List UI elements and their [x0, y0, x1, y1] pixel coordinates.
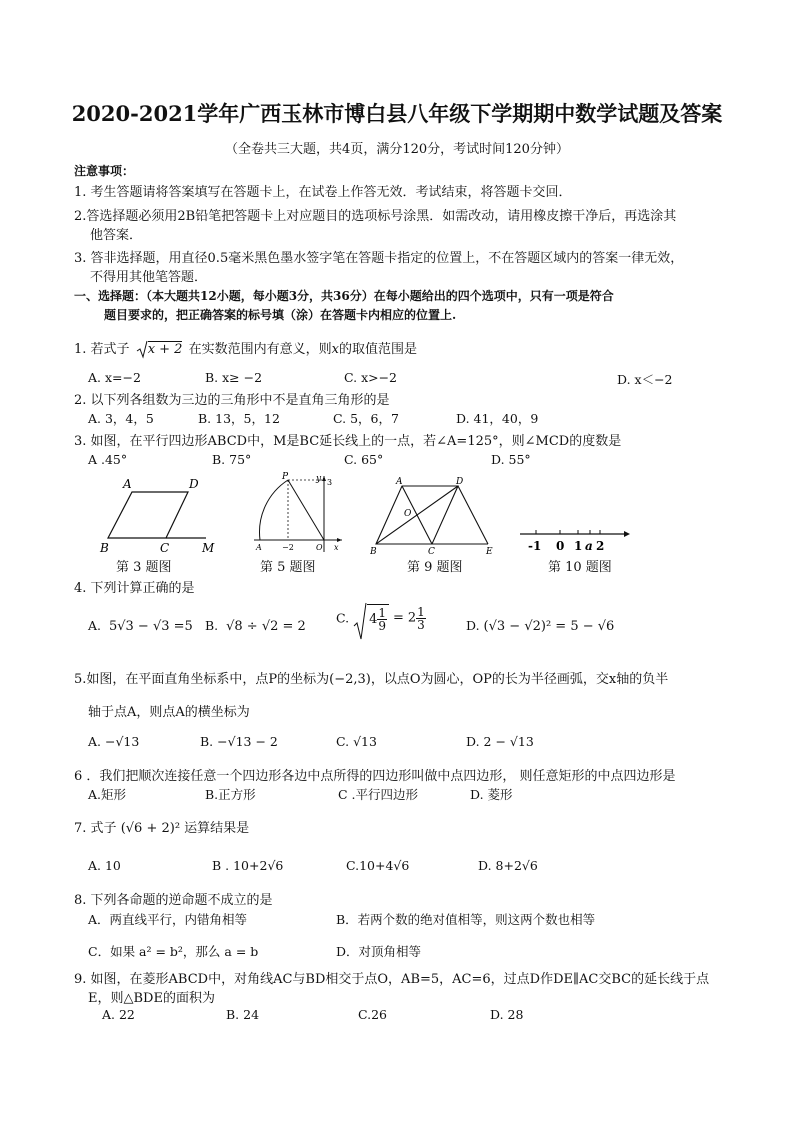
section-1-heading: 一、选择题：（本大题共12小题，每小题3分，共36分）在每小题给出的四个选项中，只有一项是符合	[74, 289, 614, 303]
fig9-label-d: D	[456, 477, 464, 487]
q5-stem-line1: 5.如图，在平面直角坐标系中，点P的坐标为(−2,3)，以点O为圆心，OP的长为半径画弧，交x轴的负半	[74, 672, 669, 687]
q3-option-d: D. 55°	[491, 452, 531, 467]
q9-option-d: D. 28	[490, 1007, 524, 1022]
fig5-caption: 第 5 题图	[260, 560, 316, 575]
q2-option-a: A. 3，4，5	[88, 411, 154, 426]
q1-option-c: C. x>−2	[344, 370, 398, 385]
q7-option-b: B . 10+2√6	[212, 858, 284, 873]
arc-path	[260, 480, 288, 540]
q7-option-c: C.10+4√6	[346, 858, 410, 873]
op-segment	[288, 480, 324, 540]
q4-c-radical: 4 $\frac{1}{9}$	[353, 604, 389, 632]
q4-option-a: A. 5√3 − √3 =5	[88, 618, 193, 634]
q2-stem: 2. 以下列各组数为三边的三角形中不是直角三角形的是	[74, 393, 390, 408]
fig3-label-d: D	[189, 477, 199, 491]
q3-option-b: B. 75°	[212, 452, 252, 467]
fig9-label-c: C	[428, 547, 435, 557]
q4-option-c: C. 4 $\frac{1}{9}$ = 2 $\frac{1}{3}$	[336, 604, 426, 632]
q5-stem-line2: 轴于点A，则点A的横坐标为	[88, 705, 250, 720]
q9-option-c: C.26	[358, 1007, 387, 1022]
radical-sign-icon	[136, 340, 148, 360]
exam-subtitle: （全卷共三大题，共4页，满分120分，考试时间120分钟）	[225, 142, 569, 157]
q6-option-d: D. 菱形	[470, 787, 513, 802]
fig10-caption: 第 10 题图	[548, 560, 612, 575]
fig10-label-1: 1	[574, 539, 583, 553]
q5-option-c: C. √13	[336, 734, 377, 749]
diagonal-bd	[376, 486, 458, 544]
fig5-label-x: x	[334, 543, 339, 552]
fig5-label-a: A	[256, 543, 262, 552]
page-title: 2020-2021学年广西玉林市博白县八年级下学期期中数学试题及答案	[71, 101, 723, 126]
q5-option-d: D. 2 − √13	[466, 734, 534, 749]
q7-expr: (√6 + 2)²	[120, 821, 181, 836]
q8-option-b: B．若两个数的绝对值相等，则这两个数也相等	[336, 912, 596, 927]
q4-b-expr: √8 ÷ √2 = 2	[226, 619, 306, 634]
q1-radical: x + 2	[136, 342, 183, 357]
q2-option-d: D. 41，40，9	[456, 411, 539, 426]
notice-heading: 注意事项：	[74, 164, 135, 178]
figure-5-coordinate-arc	[250, 472, 346, 556]
q9-stem-line1: 9. 如图，在菱形ABCD中，对角线AC与BD相交于点O，AB=5，AC=6，过点D作DE∥AC交BC的延长线于点	[74, 972, 710, 987]
fig10-label-0: 0	[556, 539, 565, 553]
fig9-label-b: B	[370, 547, 377, 557]
fig3-label-a: A	[123, 477, 132, 491]
q2-option-b: B. 13，5，12	[198, 411, 280, 426]
q8-option-a: A．两直线平行，内错角相等	[88, 912, 248, 927]
q3-stem: 3. 如图，在平行四边形ABCD中，M是BC延长线上的一点，若∠A=125°，则∠MCD的度数是	[74, 434, 622, 449]
fig5-label-o: O	[316, 543, 323, 552]
fig10-label-a: a	[585, 539, 593, 553]
fig5-label-y: y	[316, 474, 322, 484]
q7-stem: 7. 式子 (√6 + 2)² 运算结果是	[74, 821, 250, 836]
q4-a-expr: 5√3 − √3 =5	[108, 619, 193, 634]
notice-item-2: 2.答选择题必须用2B铅笔把答题卡上对应题目的选项标号涂黑．如需改动，请用橡皮擦干净后，再选涂其	[74, 209, 677, 224]
q9-option-a: A. 22	[102, 1007, 135, 1022]
parallelogram-shape	[108, 492, 188, 538]
q8-stem: 8. 下列各命题的逆命题不成立的是	[74, 893, 273, 908]
fig5-label-neg2: −2	[282, 543, 294, 552]
q4-option-b: B. √8 ÷ √2 = 2	[205, 618, 306, 634]
q4-d-expr: (√3 − √2)² = 5 − √6	[483, 619, 615, 634]
q1-stem: 1. 若式子 x + 2 在实数范围内有意义，则x的取值范围是	[74, 338, 417, 357]
q9-option-b: B. 24	[226, 1007, 260, 1022]
q4-stem: 4. 下列计算正确的是	[74, 581, 195, 596]
q8-option-c: C．如果 a² = b²，那么 a = b	[88, 944, 259, 959]
figure-3-parallelogram	[96, 474, 226, 558]
notice-item-3-cont: 不得用其他笔答题．	[90, 270, 208, 285]
fig3-label-m: M	[202, 541, 215, 555]
fig3-caption: 第 3 题图	[116, 560, 172, 575]
q7-option-a: A. 10	[88, 858, 121, 873]
q3-option-c: C. 65°	[344, 452, 384, 467]
fig9-label-o: O	[404, 509, 412, 519]
q6-stem: 6 ．我们把顺次连接任意一个四边形各边中点所得的四边形叫做中点四边形， 则任意矩形的中点四边形是	[74, 769, 676, 784]
q7-option-d: D. 8+2√6	[478, 858, 538, 873]
q4-option-d: D. (√3 − √2)² = 5 − √6	[466, 618, 615, 634]
fig9-label-a: A	[396, 477, 403, 487]
fig9-label-e: E	[486, 547, 493, 557]
q9-stem-line2: E，则△BDE的面积为	[88, 991, 215, 1006]
q6-option-c: C .平行四边形	[338, 787, 419, 802]
q3-option-a: A .45°	[88, 452, 128, 467]
figure-10-number-line	[518, 524, 634, 556]
fig3-label-b: B	[100, 541, 109, 555]
notice-item-3: 3. 答非选择题，用直径0.5毫米黑色墨水签字笔在答题卡指定的位置上，不在答题区域内的答案一律无效，	[74, 251, 684, 266]
section-1-heading-cont: 题目要求的，把正确答案的标号填（涂）在答题卡内相应的位置上.	[104, 308, 457, 322]
fig10-label-neg1: -1	[528, 539, 542, 553]
figure-9-rhombus	[370, 474, 510, 558]
q6-option-a: A.矩形	[88, 787, 127, 802]
q8-option-d: D．对顶角相等	[336, 944, 422, 959]
fig3-label-c: C	[160, 541, 170, 555]
q6-option-b: B.正方形	[205, 787, 256, 802]
notice-item-1: 1. 考生答题请将答案填写在答题卡上，在试卷上作答无效．考试结束，将答题卡交回．	[74, 185, 572, 200]
radical-sign-icon	[353, 602, 367, 642]
fig5-label-p: P	[282, 472, 289, 482]
q2-option-c: C. 5，6，7	[333, 411, 399, 426]
fig10-label-2: 2	[596, 539, 605, 553]
segment-de	[458, 486, 488, 544]
fig9-caption: 第 9 题图	[407, 560, 463, 575]
fig5-label-3: 3	[327, 478, 333, 487]
q5-option-a: A. −√13	[88, 734, 140, 749]
q1-option-a: A. x=−2	[88, 370, 141, 385]
q1-option-b: B. x≥ −2	[205, 370, 263, 385]
q5-option-b: B. −√13 − 2	[200, 734, 278, 749]
q1-option-d: D. x＜−2	[617, 372, 673, 387]
notice-item-2-cont: 他答案．	[90, 228, 143, 243]
